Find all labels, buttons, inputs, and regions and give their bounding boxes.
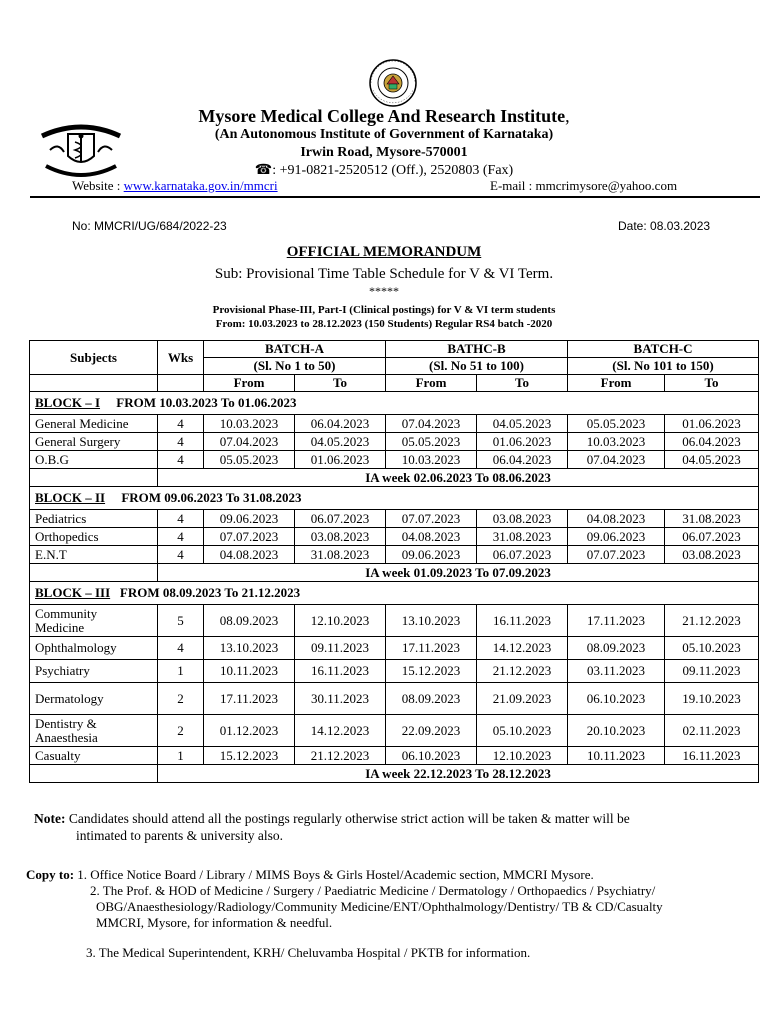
- copy-to-label: Copy to:: [26, 867, 75, 882]
- header-from: From: [568, 375, 665, 392]
- table-row: Community Medicine 5 08.09.2023 12.10.2023 13.10.2023 16.11.2023 17.11.2023 21.12.2023: [30, 605, 759, 637]
- autonomous-line: (An Autonomous Institute of Government of Karnataka): [214, 127, 554, 142]
- header-wks: Wks: [158, 341, 204, 375]
- block-title: BLOCK – II FROM 09.06.2023 To 31.08.2023: [30, 487, 759, 510]
- table-row: Psychiatry 1 10.11.2023 16.11.2023 15.12.2023 21.12.2023 03.11.2023 09.11.2023: [30, 660, 759, 683]
- website-link[interactable]: www.karnataka.gov.in/mmcri: [123, 178, 278, 193]
- header-batch-b-range: (Sl. No 51 to 100): [386, 358, 568, 375]
- header-to: To: [665, 375, 759, 392]
- table-row: Casualty 1 15.12.2023 21.12.2023 06.10.2023 12.10.2023 10.11.2023 16.11.2023: [30, 747, 759, 765]
- phone-icon: ☎: [254, 163, 273, 178]
- memo-separator: *****: [369, 284, 399, 298]
- table-row: Ophthalmology 4 13.10.2023 09.11.2023 17.11.2023 14.12.2023 08.09.2023 05.10.2023: [30, 637, 759, 660]
- header-from: From: [386, 375, 477, 392]
- reference-date: Date: 08.03.2023: [618, 219, 711, 233]
- block-title: BLOCK – I FROM 10.03.2023 To 01.06.2023: [30, 392, 759, 415]
- ia-week-row: [30, 564, 759, 582]
- ia-week-label: IA week 01.09.2023 To 07.09.2023: [158, 564, 759, 582]
- table-row: O.B.G 4 05.05.2023 01.06.2023 10.03.2023 06.04.2023 07.04.2023 04.05.2023: [30, 451, 759, 469]
- phase-dates: From: 10.03.2023 to 28.12.2023 (150 Students) Regular RS4 batch -2020: [215, 318, 553, 330]
- website-line: Website : www.karnataka.gov.in/mmcri: [72, 178, 278, 193]
- table-row: General Medicine 4 10.03.2023 06.04.2023 07.04.2023 04.05.2023 05.05.2023 01.06.2023: [30, 415, 759, 433]
- header-to: To: [477, 375, 568, 392]
- table-row: Dermatology 2 17.11.2023 30.11.2023 08.09.2023 21.09.2023 06.10.2023 19.10.2023: [30, 683, 759, 715]
- table-row: E.N.T 4 04.08.2023 31.08.2023 09.06.2023 06.07.2023 07.07.2023 03.08.2023: [30, 546, 759, 564]
- table-header-row: [30, 341, 759, 358]
- memo-subject: Sub: Provisional Time Table Schedule for V & VI Term.: [214, 266, 554, 282]
- copy-to-section: Copy to: 1. Office Notice Board / Library / MIMS Boys & Girls Hostel/Academic section, MMCRI Mysore. 2. The Prof. & HOD of Medicine / Surgery / Paediatric Medicine / Dermatology / Orthopaedics / Psychiatry/ OBG/Anaesthesiology/Radiology/Community Medicine/ENT/Ophthalmology/Dentistry/ TB & CD/Casualty MMCRI, Mysore, for information & needful.: [26, 867, 746, 931]
- header-from: From: [204, 375, 295, 392]
- email-line: E-mail : mmcrimysore@yahoo.com: [490, 178, 678, 193]
- header-batch-b: BATHC-B: [386, 341, 568, 358]
- note-label: Note:: [34, 811, 66, 826]
- block-title: BLOCK – III FROM 08.09.2023 To 21.12.2023: [30, 582, 759, 605]
- header-batch-a: BATCH-A: [204, 341, 386, 358]
- memo-title: OFFICIAL MEMORANDUM: [286, 244, 482, 260]
- address-line: Irwin Road, Mysore-570001: [300, 145, 468, 160]
- phase-description: Provisional Phase-III, Part-I (Clinical postings) for V & VI term students: [212, 304, 556, 316]
- header-batch-a-range: (Sl. No 1 to 50): [204, 358, 386, 375]
- table-row: Orthopedics 4 07.07.2023 03.08.2023 04.08.2023 31.08.2023 09.06.2023 06.07.2023: [30, 528, 759, 546]
- phone-line: ☎: +91-0821-2520512 (Off.), 2520803 (Fax): [254, 163, 514, 178]
- copy-item: 2. The Prof. & HOD of Medicine / Surgery / Paediatric Medicine / Dermatology / Orthopaedics / Psychiatry/: [90, 883, 656, 898]
- ia-week-row: [30, 765, 759, 783]
- copy-item: 3. The Medical Superintendent, KRH/ Cheluvamba Hospital / PKTB for information.: [86, 945, 531, 960]
- header-to: To: [295, 375, 386, 392]
- table-row: General Surgery 4 07.04.2023 04.05.2023 05.05.2023 01.06.2023 10.03.2023 06.04.2023: [30, 433, 759, 451]
- schedule-table: [29, 340, 759, 783]
- header-batch-c-range: (Sl. No 101 to 150): [568, 358, 759, 375]
- block-row: [30, 392, 759, 415]
- note-paragraph: Note: Candidates should attend all the postings regularly otherwise strict action will be taken & matter will be intimated to parents & university also.: [34, 811, 630, 843]
- table-row: Pediatrics 4 09.06.2023 06.07.2023 07.07.2023 03.08.2023 04.08.2023 31.08.2023: [30, 510, 759, 528]
- table-row: Dentistry & Anaesthesia 2 01.12.2023 14.12.2023 22.09.2023 05.10.2023 20.10.2023 02.11.2023: [30, 715, 759, 747]
- header-subjects: Subjects: [30, 341, 158, 375]
- copy-item: 1. Office Notice Board / Library / MIMS Boys & Girls Hostel/Academic section, MMCRI Mysore.: [74, 867, 594, 882]
- table-header-row: [30, 375, 759, 392]
- block-row: [30, 487, 759, 510]
- ia-week-label: IA week 22.12.2023 To 28.12.2023: [158, 765, 759, 783]
- institute-name: Mysore Medical College And Research Institute,: [198, 106, 570, 126]
- header-batch-c: BATCH-C: [568, 341, 759, 358]
- ia-week-row: [30, 469, 759, 487]
- block-row: [30, 582, 759, 605]
- header-divider: [30, 196, 760, 198]
- government-emblem: [355, 58, 431, 108]
- ia-week-label: IA week 02.06.2023 To 08.06.2023: [158, 469, 759, 487]
- reference-number: No: MMCRI/UG/684/2022-23: [72, 219, 227, 233]
